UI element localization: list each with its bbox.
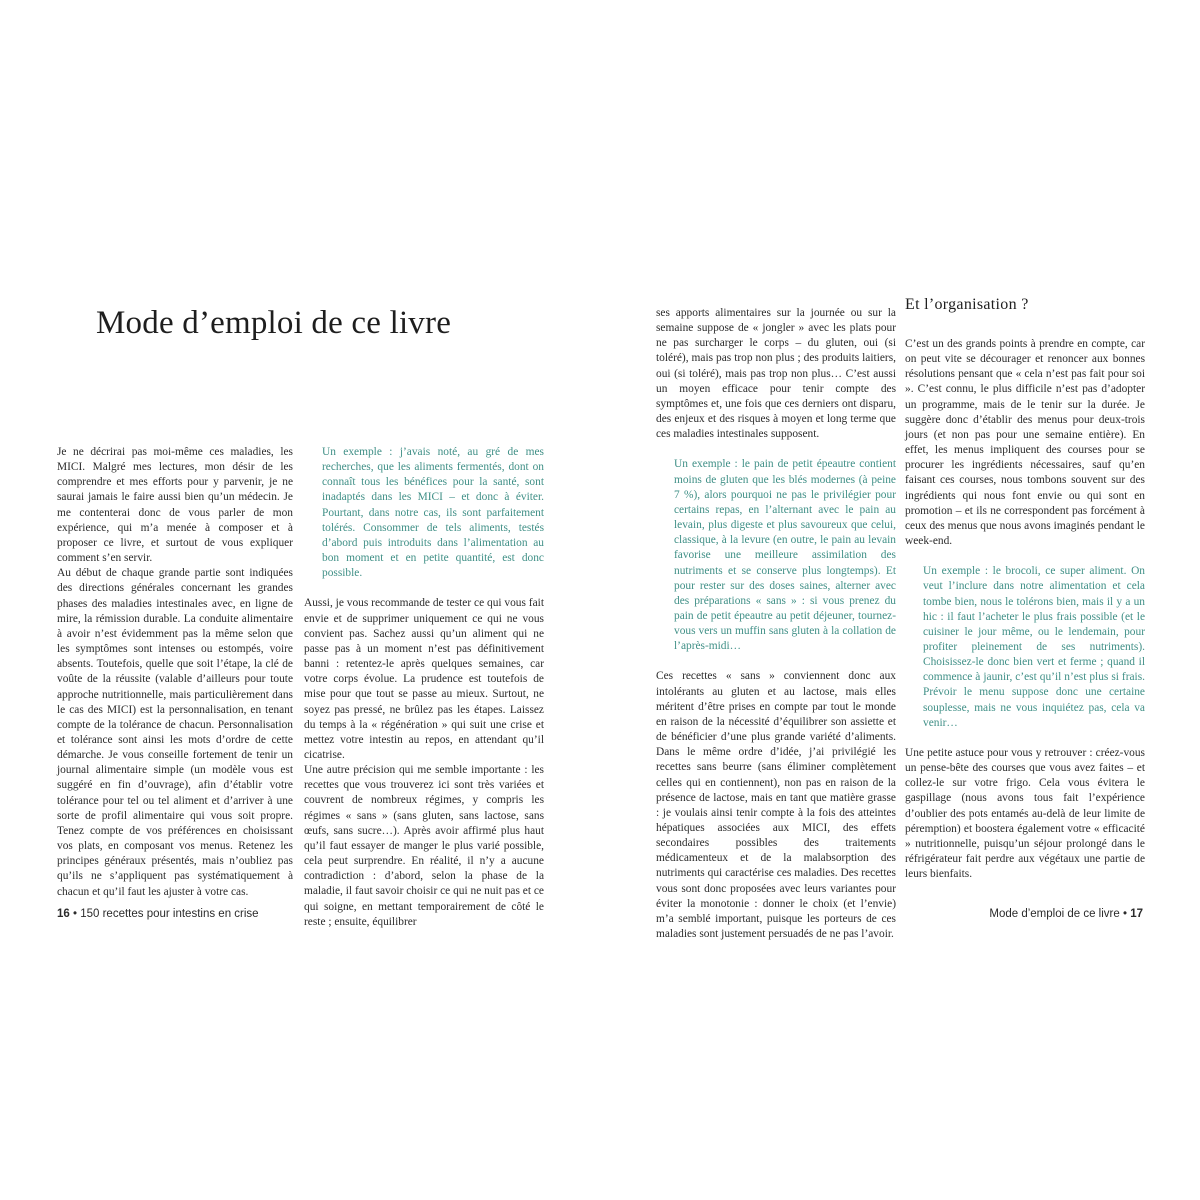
paragraph: ses apports alimentaires sur la journée ou sur la semaine suppose de « jongler » avec les plats pour ne pas surcharger le corps – du gluten, oui (si toléré), mais pas trop non plus ; des produits laitiers, oui (si toléré), mais pas trop non plus… C’est aussi un moyen efficace pour tenir compte des symptômes et, une fois que ces derniers ont disparu, des enjeux et des risques à moyen et long terme que ces maladies intestinales supposent. (656, 307, 896, 441)
paragraph: Une petite astuce pour vous y retrouver : créez-vous un pense-bête des courses que vous avez faites – et collez-le sur votre frigo. Cela vous évitera le gaspillage (nous avons tous fait l’expérience d’oublier des pots entamés au-delà de leur limite de péremption) et boostera également votre « efficacité » nutritionnelle, puisqu’un séjour prolongé dans le réfrigérateur fait perdre aux végétaux une partie de leurs bienfaits. (905, 746, 1145, 881)
left-footer (57, 908, 259, 920)
paragraph: Une autre précision qui me semble importante : les recettes que vous trouverez ici sont très variées et couvrent de nombreux régimes, y compris les régimes « sans » (sans gluten, sans lactose, sans œufs, sans sucre…). Après avoir affirmé plus haut qu’il faut essayer de manger le plus varié possible, cela peut surprendre. En réalité, il n’y a aucune contradiction : d’abord, selon la phase de la maladie, il faut savoir choisir ce qui ne nuit pas et ce qui soigne, en mettant temporairement de côté le reste ; ensuite, équilibrer (304, 764, 544, 928)
example-callout: Un exemple : le pain de petit épeautre contient moins de gluten que les blés modernes (à peine 7 %), alors pourquoi ne pas le privilégier pour certains repas, en l’alternant avec le pain au levain, plus digeste et plus savoureux que celui, classique, à la levure (en outre, le pain au levain favorise une meilleure assimilation des nutriments et se conserve plus longtemps). Et pour rester sur des doses saines, alterner avec des préparations « sans » : si vous prenez du pain de petit épeautre au petit déjeuner, tournez-vous vers un muffin sans gluten à la collation de l’après-midi… (674, 458, 896, 653)
footer-separator: • (69, 908, 81, 920)
paragraph: Aussi, je vous recommande de tester ce qui vous fait envie et de supprimer uniquement ce qui ne vous convient pas. Sachez aussi qu’un aliment qui ne passe pas à un moment n’est pas définitivement banni : retentez-le après quelques semaines, car votre corps évolue. La prudence est toutefois de mise pour que tout se passe au mieux. Surtout, ne soyez pas pressé, ne brûlez pas les étapes. Laissez du temps à la « régénération » qui suit une crise et mettez votre intestin au repos, en attendant qu’il cicatrise. (304, 597, 544, 761)
page-title: Mode d’emploi de ce livre (96, 305, 452, 341)
page-number: 16 (57, 908, 70, 920)
example-callout: Un exemple : le brocoli, ce super aliment. On veut l’inclure dans notre alimentation et cela tombe bien, nous le tolérons bien, mais il y a un hic : il faut l’acheter le plus frais possible (et le cuisiner le jour même, ou le lendemain, pour profiter pleinement de ses nutriments). Choisissez-le donc bien vert et ferme ; quand il commence à jaunir, c’est qu’il n’est plus si frais. Prévoir le menu suppose donc une certaine souplesse, mais ne vous inquiétez pas, cela va venir… (923, 565, 1145, 729)
paragraph: Au début de chaque grande partie sont indiquées des directions générales concernant les grandes phases des maladies intestinales avec, en ligne de mire, la rémission durable. La conduite alimentaire à avoir n’est évidemment pas la même selon que les symptômes sont intenses ou estompés, voire absents. Toutefois, quelle que soit l’étape, la clé de voûte de la réussite (valable d’ailleurs pour toute approche nutritionnelle, mais particulièrement dans le cas des MICI) est la personnalisation, en tenant compte de la tolérance de chacun. Personnalisation et tolérance sont ainsi les mots d’ordre de cette démarche. Je vous conseille fortement de tenir un journal alimentaire simple (un modèle vous est suggéré en fin d’ouvrage), afin d’établir votre tolérance pour tel ou tel aliment et d’arriver à une sorte de profil alimentaire qui vous soit propre. Tenez compte de vos préférences en choisissant vos plats, en composant vos menus. Retenez les principes généraux présentés, mais n’oubliez pas qu’ils ne s’appliquent pas systématiquement à chacun et qu’il faut les ajuster à votre cas. (57, 567, 293, 898)
running-title: 150 recettes pour intestins en crise (80, 908, 259, 920)
right-column-1 (656, 306, 896, 942)
paragraph: Je ne décrirai pas moi-même ces maladies, les MICI. Malgré mes lectures, mon désir de les comprendre et mes efforts pour y parvenir, je ne saurai jamais le faire aussi bien qu’un médecin. Je me contenterai donc de vous parler de mon expérience, qui m’a menée à composer et à proposer ce livre, et surtout de vous expliquer comment s’en servir. (57, 446, 293, 565)
right-page (600, 0, 1200, 1200)
footer-separator: • (1119, 908, 1131, 920)
running-title: Mode d’emploi de ce livre (989, 908, 1120, 920)
section-heading: Et l’organisation ? (905, 296, 1029, 313)
paragraph: Ces recettes « sans » conviennent donc aux intolérants au gluten et au lactose, mais elles méritent d’être prises en compte par tout le monde en raison de la nécessité d’équilibrer son assiette et de bénéficier d’une plus grande variété d’aliments. Dans le même ordre d’idée, j’ai privilégié les recettes sans beurre (sans éliminer complètement celles qui en contiennent), non pas en raison de la présence de lactose, mais en tant que matière grasse : je voulais ainsi tenir compte à la fois des atteintes hépatiques associées aux MICI, des effets secondaires possibles des traitements médicamenteux et de la malabsorption des nutriments qui caractérise ces maladies. Des recettes vous sont donc proposées avec leurs variantes pour éviter la monotonie : donner le choix (et l’envie) m’a semblé important, puisque les porteurs de ces maladies sont justement persuadés de ne pas l’avoir. (656, 670, 896, 941)
right-footer (989, 908, 1143, 920)
left-column-1 (57, 445, 293, 900)
page-number: 17 (1130, 908, 1143, 920)
left-column-2 (304, 445, 544, 930)
paragraph: C’est un des grands points à prendre en compte, car on peut vite se décourager et renoncer aux bonnes résolutions pensant que « cela n’est pas fait pour soi ». C’est connu, le plus difficile n’est pas d’adopter un programme, mais de le tenir sur la durée. Je suggère donc d’établir des menus pour deux-trois jours (et non pas pour une semaine entière). En effet, les menus impliquent des courses pour se procurer les ingrédients nécessaires, sauf qu’en faisant ces courses, nous tombons souvent sur des ingrédients qui nous font envie ou qui sont en promotion – et ils ne correspondent pas forcément à ceux des menus que nous avons imaginés pendant le week-end. (905, 338, 1145, 548)
right-column-2 (905, 337, 1145, 882)
example-callout: Un exemple : j’avais noté, au gré de mes recherches, que les aliments fermentés, dont on connaît tous les bénéfices pour la santé, sont inadaptés dans les MICI – et donc à éviter. Pourtant, dans notre cas, ils sont parfaitement tolérés. Consommer de tels aliments, testés d’abord puis introduits dans l’alimentation au bon moment et en petite quantité, est donc possible. (322, 446, 544, 580)
